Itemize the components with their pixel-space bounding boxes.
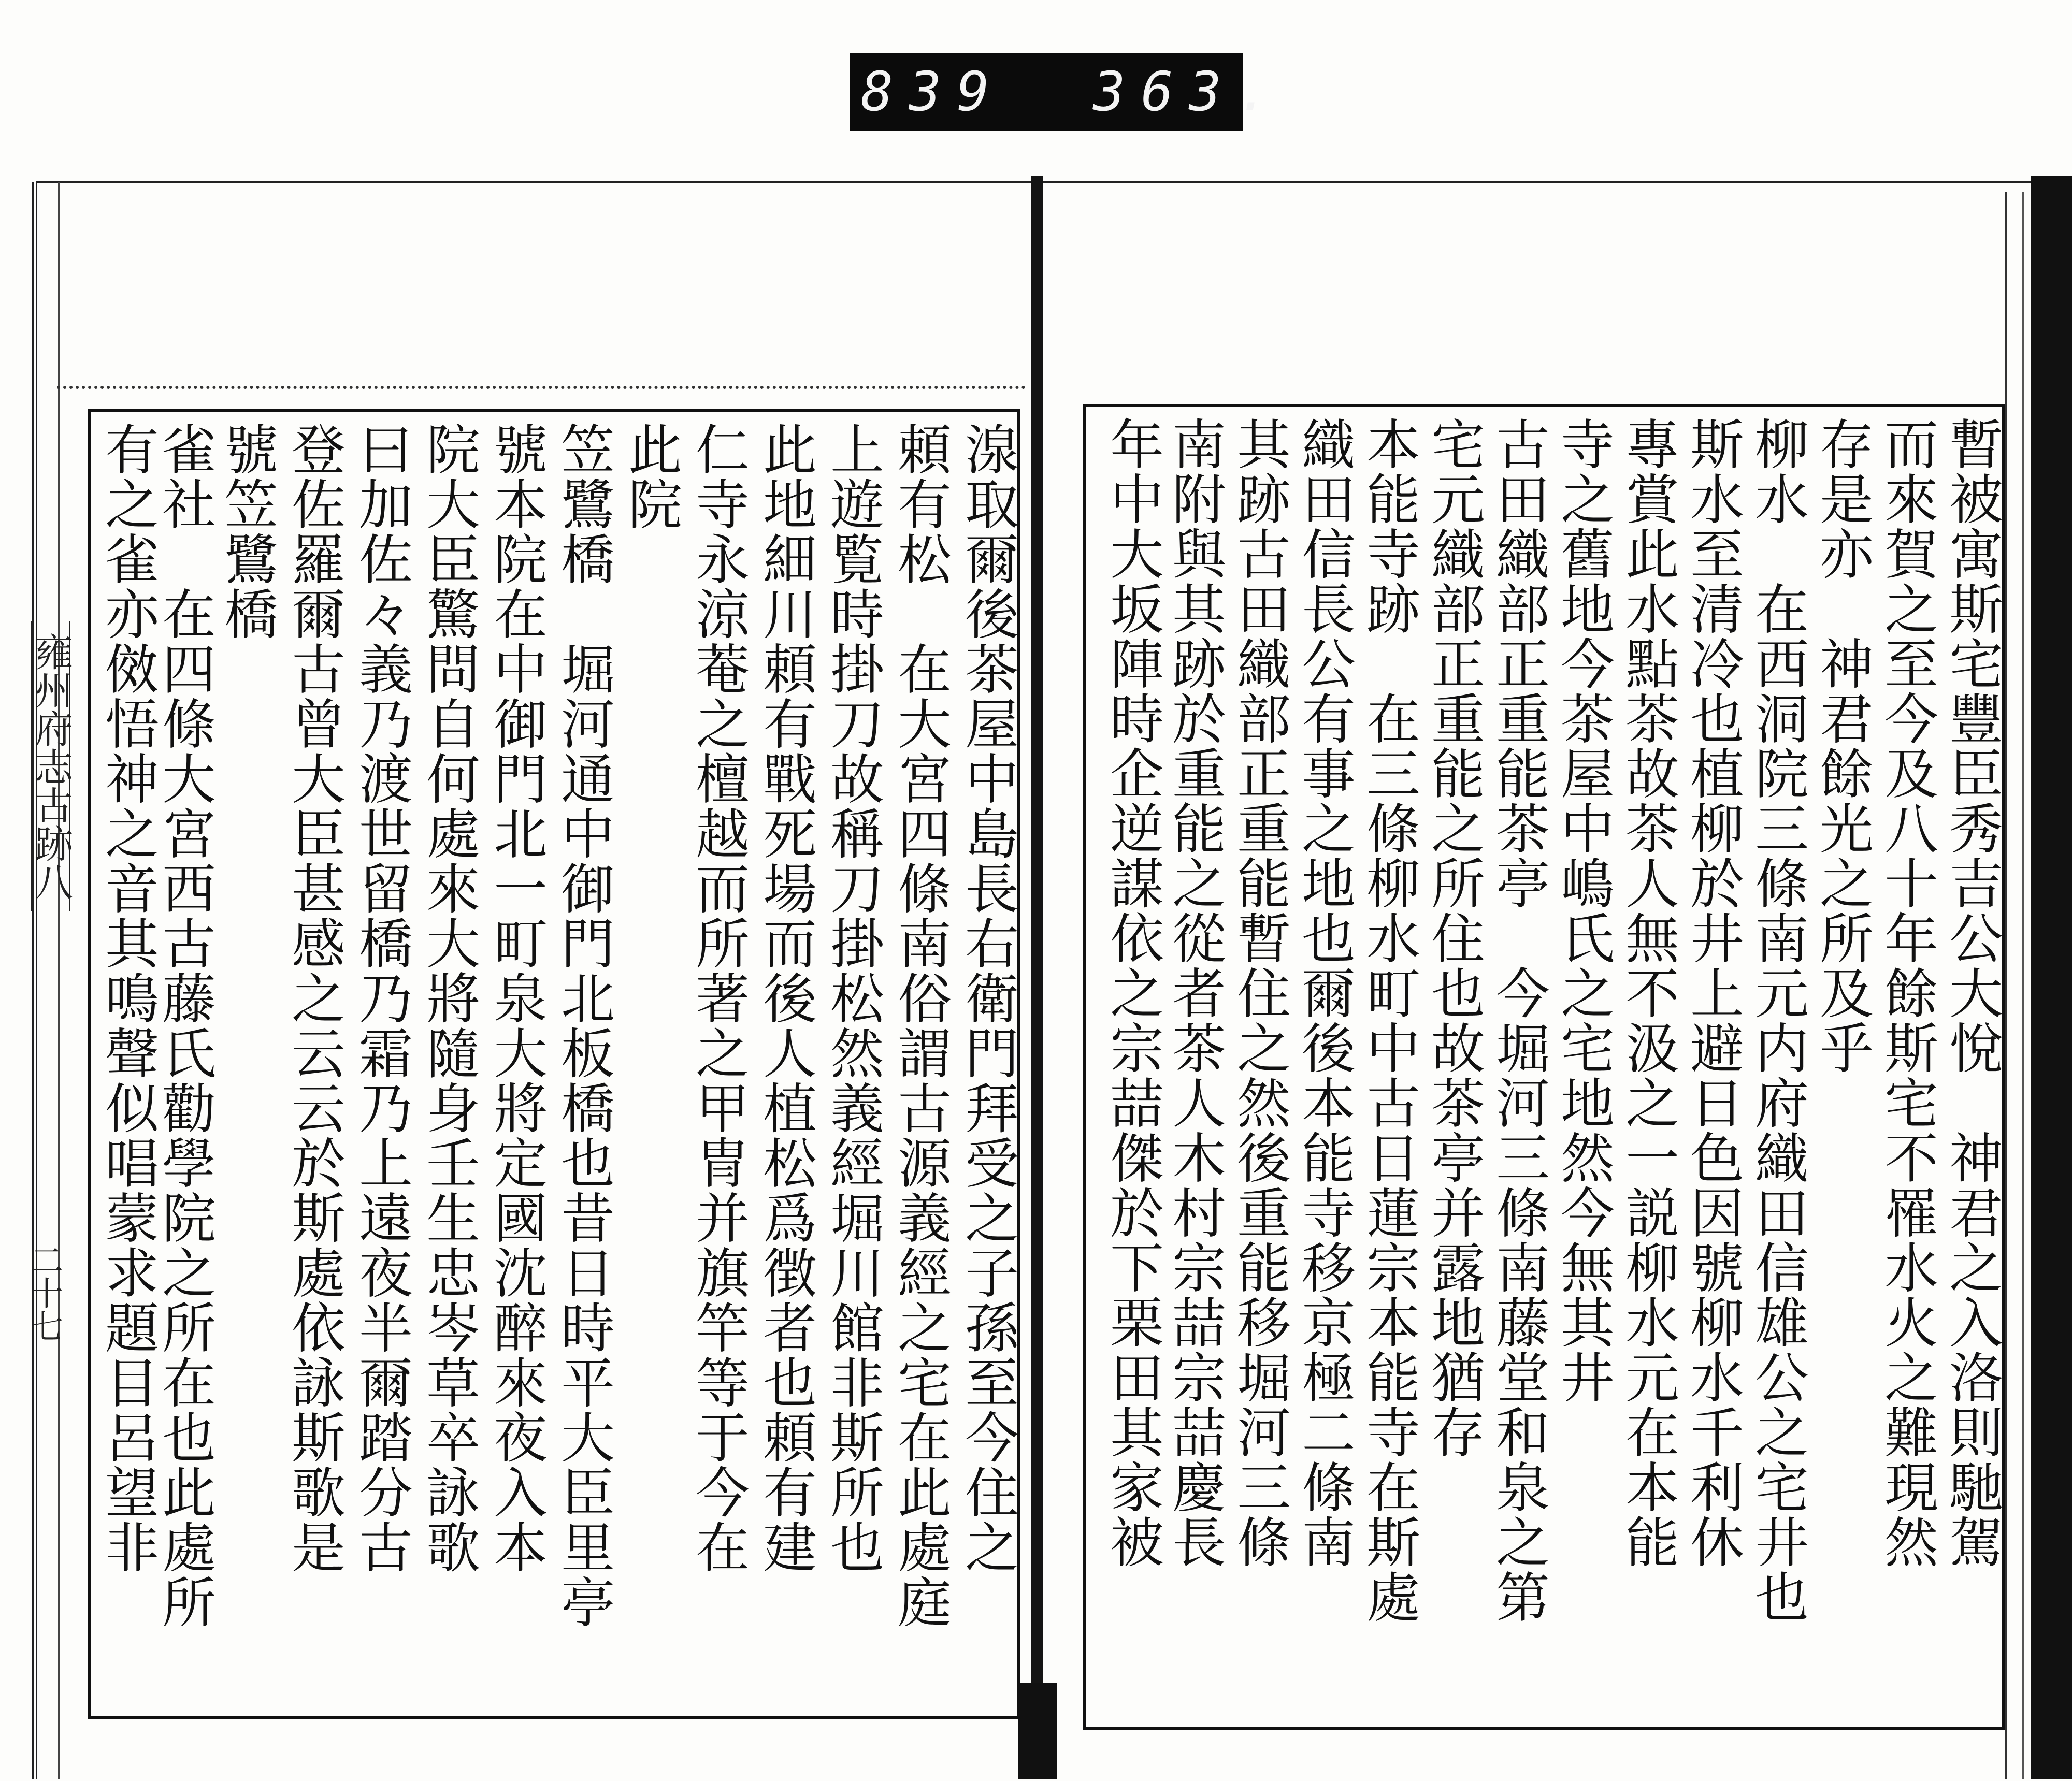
right-page-text-block	[1083, 404, 2005, 1730]
text-column: 南附與其跡於重能之從者茶人木村宗喆宗喆慶長	[1163, 416, 1226, 1569]
text-column: 曰加佐々義乃渡世留橋乃霜乃上遠夜半爾踏分古	[350, 422, 413, 1574]
text-column: 本能寺跡 在三條柳水町中古日蓮宗本能寺在斯處	[1357, 416, 1420, 1624]
margin-page-number: 二十七	[24, 1243, 63, 1342]
page-edge-dots	[57, 386, 1026, 389]
right-cover-edge	[2031, 176, 2072, 1779]
text-column: 暫被寓斯宅豐臣秀吉公大悅 神君之入洛則馳駕	[1940, 416, 2003, 1569]
catalog-number-label	[850, 53, 1285, 131]
text-column: 上遊覧時掛刀故稱刀掛松然義經堀川館非斯所也	[821, 422, 884, 1574]
text-column: 湶取爾後茶屋中島長右衛門拜受之子孫至今住之	[956, 422, 1019, 1574]
left-page-text-block	[88, 409, 1020, 1719]
text-column: 年中大坂陣時企逆謀依之宗喆傑於下栗田其家被	[1101, 416, 1164, 1569]
book-spine-foot	[1018, 1683, 1057, 1779]
text-column: 宅元織部正重能之所住也故茶亭并露地猶存	[1422, 416, 1485, 1459]
text-column: 有之雀亦傚悟神之音其鳴聲似唱蒙求題目呂望非	[96, 422, 159, 1574]
text-column: 笠鷺橋 堀河通中御門北板橋也昔日時平大臣里亭	[552, 422, 615, 1629]
catalog-number-right: 363.	[1093, 60, 1285, 123]
text-column: 斯水至清冷也植柳於井上避日色因號柳水千利休	[1681, 416, 1744, 1569]
text-column: 織田信長公有事之地也爾後本能寺移京極二條南	[1292, 416, 1356, 1569]
text-column: 此地細川頼有戰死場而後人植松爲徴者也頼有建	[754, 422, 817, 1574]
text-column: 院大臣驚問自何處來大將隨身壬生忠岑草卒詠歌	[417, 422, 480, 1574]
text-column: 而來賀之至今及八十年餘斯宅不罹水火之難現然	[1875, 416, 1938, 1569]
book-spine-gutter	[1031, 176, 1043, 1779]
text-column: 古田織部正重能茶亭 今堀河三條南藤堂和泉之第	[1487, 416, 1550, 1624]
text-column: 柳水 在西洞院三條南元内府織田信雄公之宅井也	[1746, 416, 1809, 1624]
text-column: 存是亦 神君餘光之所及乎	[1810, 416, 1874, 1075]
text-column: 其跡古田織部正重能暫住之然後重能移堀河三條	[1228, 416, 1291, 1569]
text-column: 登佐羅爾古曾大臣甚感之云云於斯處依詠斯歌是	[282, 422, 346, 1574]
text-column: 雀社 在四條大宮西古藤氏勸學院之所在也此處所	[153, 422, 216, 1629]
margin-book-title: 雍州府志古跡八	[31, 621, 70, 911]
catalog-number-left: 839	[861, 60, 1005, 123]
text-column: 寺之舊地今茶屋中嶋氏之宅地然今無其井	[1551, 416, 1615, 1404]
text-column: 仁寺永涼菴之檀越而所著之甲冑并旗竿等于今在	[686, 422, 750, 1574]
left-cover-edge	[32, 182, 60, 1779]
text-column: 此院	[619, 422, 682, 531]
text-column: 號笠鷺橋	[215, 422, 278, 641]
text-column: 頼有松 在大宮四條南俗謂古源義經之宅在此處庭	[888, 422, 952, 1629]
text-column: 專賞此水點茶故茶人無不汲之一説柳水元在本能	[1616, 416, 1679, 1569]
text-column: 號本院在中御門北一町泉大將定國沈醉來夜入本	[484, 422, 548, 1574]
